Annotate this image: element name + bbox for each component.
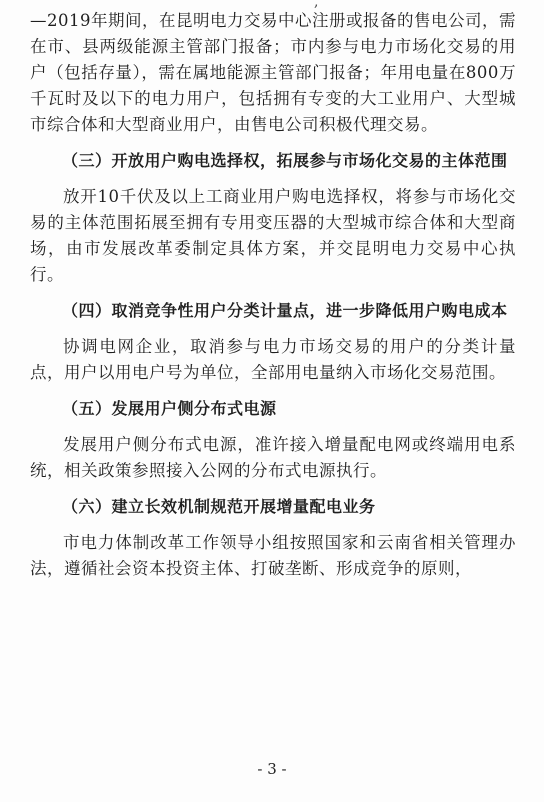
page-number: - 3 - (257, 760, 287, 778)
paragraph-section-3: 放开10千伏及以上工商业用户购电选择权，将参与市场化交易的主体范围拓展至拥有专用变压器的大型城市综合体和大型商场，由市发展改革委制定具体方案，并交昆明电力交易中心执行。 (30, 187, 516, 284)
paragraph-registration: —2019年期间，在昆明电力交易中心注册或报备的售电公司，需在市、县两级能源主管部门报备；市内参与电力市场化交易的用户（包括存量），需在属地能源主管部门报备；年用电量在800万千瓦时及以下的电力用户，包括拥有专变的大工业用户、大型城市综合体和大型商业用户，由售电公司积极代理交易。 (30, 11, 516, 134)
heading-section-6: （六）建立长效机制规范开展增量配电业务 (62, 497, 376, 516)
paragraph-section-4: 协调电网企业，取消参与电力市场交易的用户的分类计量点，用户以用电户号为单位，全部用电量纳入市场化交易范围。 (30, 337, 516, 382)
heading-section-4: （四）取消竞争性用户分类计量点，进一步降低用户购电成本 (62, 301, 508, 320)
heading-section-3: （三）开放用户购电选择权，拓展参与市场化交易的主体范围 (62, 151, 508, 170)
document-body (30, 8, 516, 592)
top-mark: , (314, 0, 319, 10)
paragraph-section-5: 发展用户侧分布式电源，准许接入增量配电网或终端用电系统，相关政策参照接入公网的分布式电源执行。 (30, 435, 516, 480)
heading-section-5: （五）发展用户侧分布式电源 (62, 399, 277, 418)
paragraph-section-6: 市电力体制改革工作领导小组按照国家和云南省相关管理办法，遵循社会资本投资主体、打破垄断、形成竞争的原则， (30, 533, 516, 578)
